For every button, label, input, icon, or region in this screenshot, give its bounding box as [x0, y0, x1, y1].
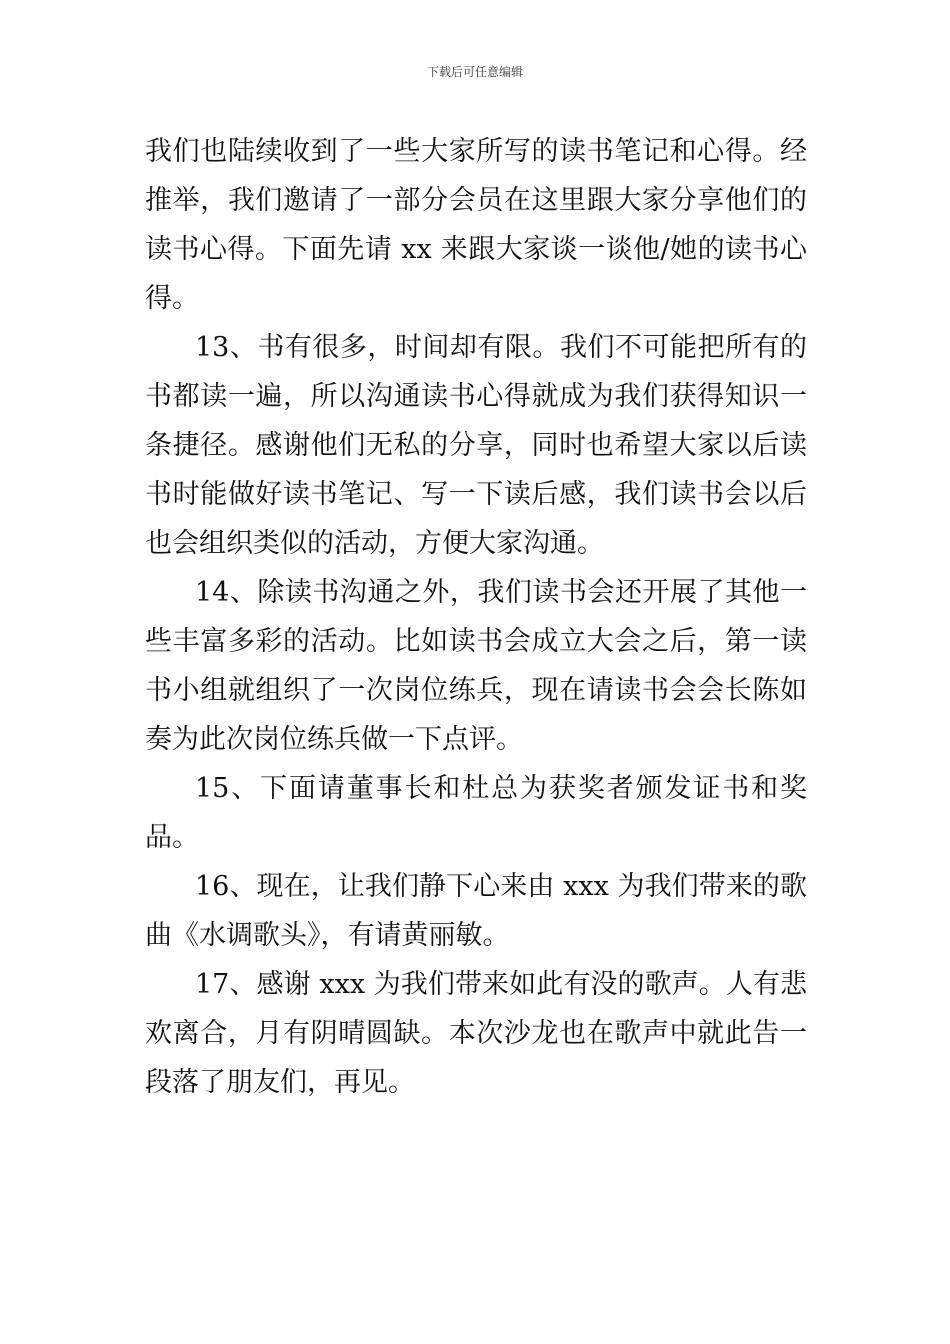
paragraph-17: 17、感谢 xxx 为我们带来如此有没的歌声。人有悲欢离合，月有阴晴圆缺。本次沙龙也在歌声中就此告一段落了朋友们，再见。: [145, 969, 807, 1098]
paragraph-1: 我们也陆续收到了一些大家所写的读书笔记和心得。经推举，我们邀请了一部分会员在这里跟大家分享他们的读书心得。下面先请 xx 来跟大家谈一谈他/她的读书心得。: [145, 136, 807, 314]
document-body: [145, 127, 807, 1107]
paragraph-14: 14、除读书沟通之外，我们读书会还开展了其他一些丰富多彩的活动。比如读书会成立大会之后，第一读书小组就组织了一次岗位练兵，现在请读书会会长陈如奏为此次岗位练兵做一下点评。: [145, 577, 807, 755]
paragraph-15: 15、下面请董事长和杜总为获奖者颁发证书和奖品。: [145, 773, 807, 853]
paragraph-16: 16、现在，让我们静下心来由 xxx 为我们带来的歌曲《水调歌头》，有请黄丽敏。: [145, 871, 807, 951]
page-header: 下载后可任意编辑: [426, 65, 523, 79]
paragraph-13: 13、书有很多，时间却有限。我们不可能把所有的书都读一遍，所以沟通读书心得就成为我们获得知识一条捷径。感谢他们无私的分享，同时也希望大家以后读书时能做好读书笔记、写一下读后感，我们读书会以后也会组织类似的活动，方便大家沟通。: [145, 332, 807, 559]
